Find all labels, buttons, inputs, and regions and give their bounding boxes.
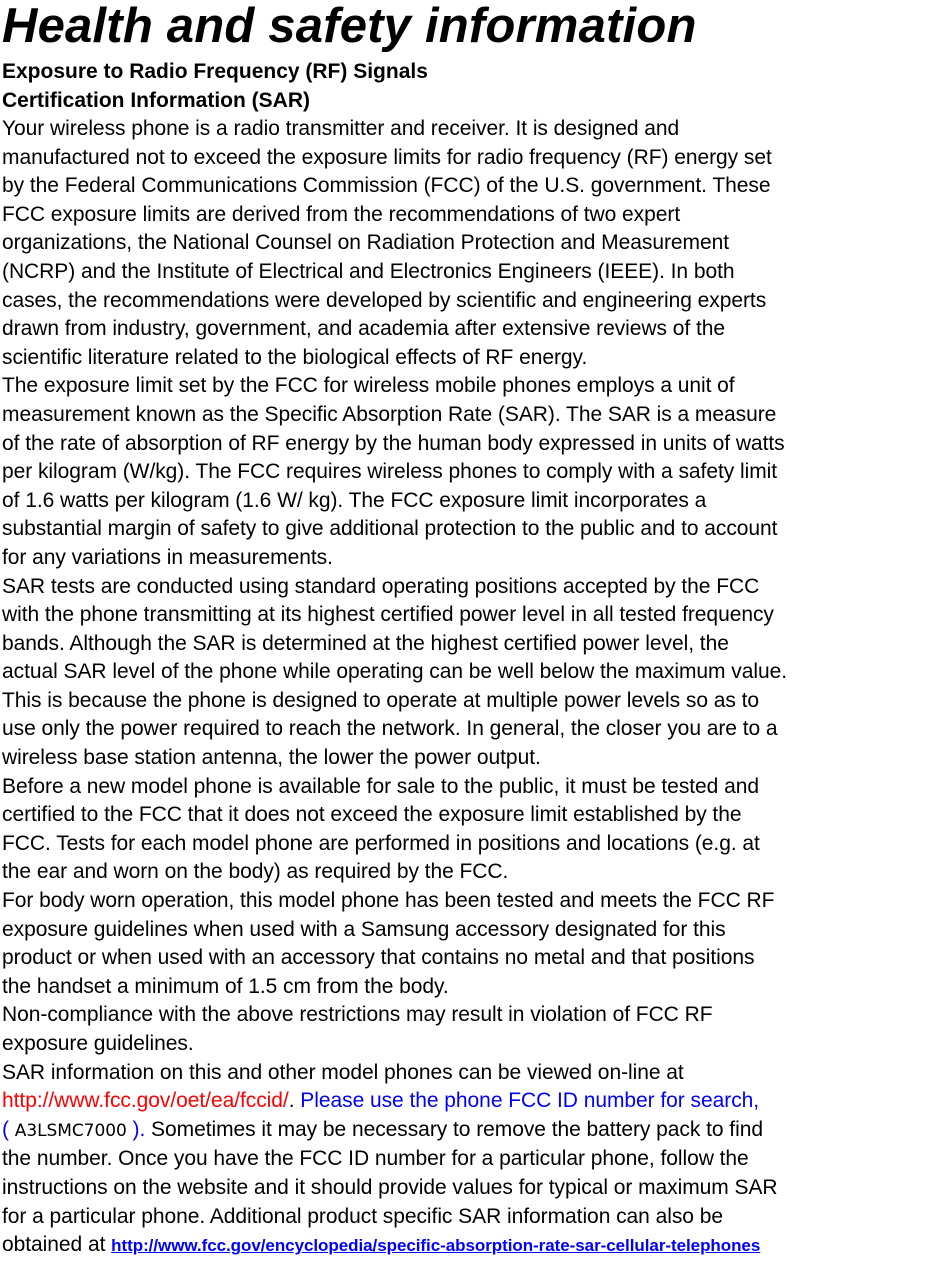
obtained-at-label: obtained at — [2, 1233, 112, 1257]
page-title: Health and safety information — [2, 0, 697, 53]
text-line: substantial margin of safety to give additional protection to the public and to account — [2, 517, 778, 541]
paragraph-rf-limits — [2, 115, 937, 372]
search-instruction: Please use the phone FCC ID number for search, — [294, 1089, 760, 1113]
text-line: instructions on the website and it should provide values for typical or maximum SAR — [2, 1175, 778, 1199]
paragraph-sar-unit — [2, 372, 937, 572]
text-line — [2, 1231, 937, 1261]
text-line: of the rate of absorption of RF energy by the human body expressed in units of watts — [2, 431, 785, 455]
text-line: (NCRP) and the Institute of Electrical and Electronics Engineers (IEEE). In both — [2, 259, 735, 283]
text-line: SAR tests are conducted using standard operating positions accepted by the FCC — [2, 574, 760, 598]
text-line: for a particular phone. Additional product specific SAR information can also be — [2, 1204, 723, 1228]
text-line — [2, 1087, 937, 1116]
text-line: Before a new model phone is available for sale to the public, it must be tested and — [2, 774, 759, 798]
open-paren: ( — [2, 1117, 15, 1141]
text-line: by the Federal Communications Commission (FCC) of the U.S. government. These — [2, 174, 771, 198]
text-line: manufactured not to exceed the exposure limits for radio frequency (RF) energy set — [2, 145, 772, 169]
text-line: per kilogram (W/kg). The FCC requires wireless phones to comply with a safety limit — [2, 460, 778, 484]
sar-certification-heading: Certification Information (SAR) — [2, 88, 310, 112]
document-page — [2, 0, 937, 1261]
text-line — [2, 1116, 937, 1146]
text-line: with the phone transmitting at its highest certified power level in all tested frequency — [2, 603, 774, 627]
text-line: certified to the FCC that it does not exceed the exposure limit established by the — [2, 803, 742, 827]
period: . — [288, 1089, 295, 1113]
paragraph-sar-tests — [2, 573, 937, 773]
text-line: the handset a minimum of 1.5 cm from the body. — [2, 974, 449, 998]
text-line: FCC exposure limits are derived from the recommendations of two expert — [2, 202, 681, 226]
close-paren: ). — [126, 1117, 146, 1141]
sar-encyclopedia-link[interactable]: http://www.fcc.gov/encyclopedia/specific-absorption-rate-sar-cellular-telephones — [111, 1236, 761, 1256]
text-line: bands. Although the SAR is determined at the highest certified power level, the — [2, 631, 729, 655]
fcc-id-value: A3LSMC7000 — [14, 1120, 127, 1141]
text-line: cases, the recommendations were developed by scientific and engineering experts — [2, 288, 767, 312]
text-line: wireless base station antenna, the lower the power output. — [2, 746, 541, 770]
text-line: Your wireless phone is a radio transmitter and receiver. It is designed and — [2, 117, 680, 140]
text-line: product or when used with an accessory that contains no metal and that positions — [2, 946, 755, 970]
text-line: Non-compliance with the above restrictions may result in violation of FCC RF — [2, 1003, 713, 1027]
paragraph-sar-info-online — [2, 1059, 937, 1261]
rf-signals-heading: Exposure to Radio Frequency (RF) Signals — [2, 60, 428, 83]
fcc-id-search-link[interactable]: http://www.fcc.gov/oet/ea/fccid/ — [2, 1089, 289, 1113]
text-line: exposure guidelines when used with a Samsung accessory designated for this — [2, 917, 726, 941]
text-line: the ear and worn on the body) as required by the FCC. — [2, 860, 509, 884]
paragraph-certification — [2, 773, 937, 887]
text-line: The exposure limit set by the FCC for wireless mobile phones employs a unit of — [2, 374, 735, 398]
paragraph-body-worn — [2, 887, 937, 1001]
text-line: This is because the phone is designed to operate at multiple power levels so as to — [2, 688, 760, 712]
text-line: FCC. Tests for each model phone are performed in positions and locations (e.g. at — [2, 831, 760, 855]
text-line: For body worn operation, this model phone has been tested and meets the FCC RF — [2, 889, 775, 913]
text-line: organizations, the National Counsel on Radiation Protection and Measurement — [2, 231, 730, 255]
text-line: scientific literature related to the biological effects of RF energy. — [2, 345, 588, 369]
battery-note: Sometimes it may be necessary to remove the battery pack to find — [145, 1117, 763, 1141]
paragraph-non-compliance — [2, 1001, 937, 1058]
text-line: the number. Once you have the FCC ID number for a particular phone, follow the — [2, 1147, 749, 1171]
text-line: use only the power required to reach the network. In general, the closer you are to a — [2, 717, 778, 741]
text-line: for any variations in measurements. — [2, 545, 333, 569]
text-line: of 1.6 watts per kilogram (1.6 W/ kg). The FCC exposure limit incorporates a — [2, 488, 707, 512]
text-line: exposure guidelines. — [2, 1032, 194, 1055]
text-line: drawn from industry, government, and academia after extensive reviews of the — [2, 317, 725, 341]
text-line: SAR information on this and other model phones can be viewed on-line at — [2, 1060, 684, 1084]
text-line: actual SAR level of the phone while operating can be well below the maximum value. — [2, 660, 788, 684]
text-line: measurement known as the Specific Absorption Rate (SAR). The SAR is a measure — [2, 402, 777, 426]
